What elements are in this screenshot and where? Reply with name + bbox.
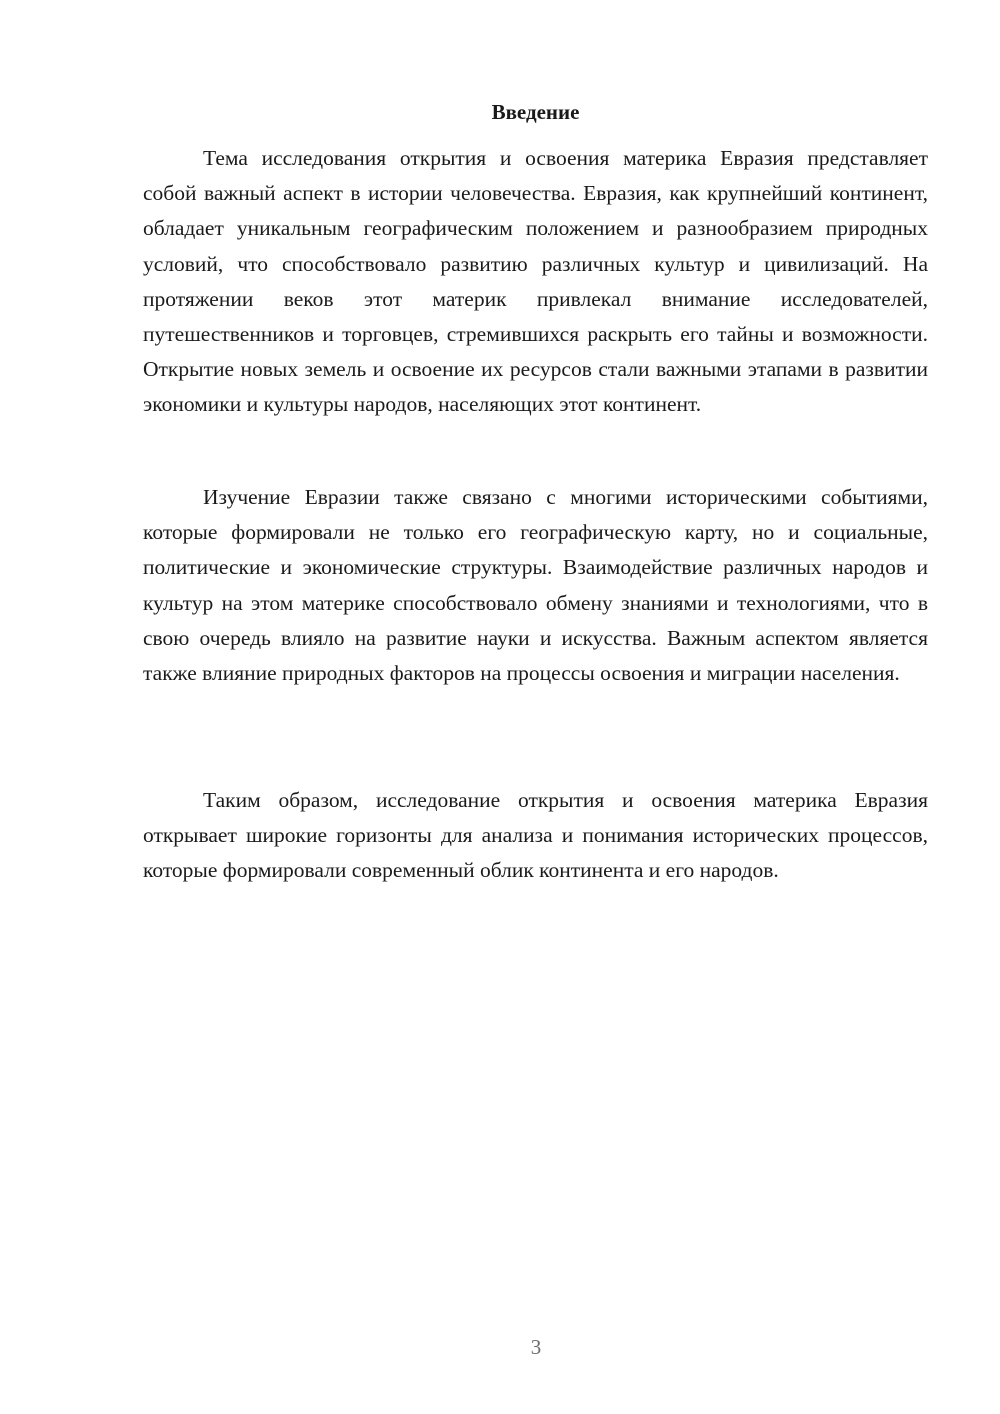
section-title: Введение xyxy=(491,100,580,124)
paragraph-1: Тема исследования открытия и освоения материка Евразия представляет собой важный аспект в истории человечества. Евразия, как крупнейший континент, обладает уникальным географическим положением и разнообразием природных условий, что способствовало развитию различных культур и цивилизаций. На протяжении веков этот материк привлекал внимание исследователей, путешественников и торговцев, стремившихся раскрыть его тайны и возможности. Открытие новых земель и освоение их ресурсов стали важными этапами в развитии экономики и культуры народов, населяющих этот континент. xyxy=(143,146,928,417)
paragraph-2: Изучение Евразии также связано с многими историческими событиями, которые формировали не только его географическую карту, но и социальные, политические и экономические структуры. Взаимодействие различных народов и культур на этом материке способствовало обмену знаниями и технологиями, что в свою очередь влияло на развитие науки и искусства. Важным аспектом является также влияние природных факторов на процессы освоения и миграции населения. xyxy=(143,485,928,686)
paragraph-3: Таким образом, исследование открытия и освоения материка Евразия открывает широкие горизонты для анализа и понимания исторических процессов, которые формировали современный облик континента и его народов. xyxy=(143,788,928,883)
page-number: 3 xyxy=(530,1335,542,1359)
